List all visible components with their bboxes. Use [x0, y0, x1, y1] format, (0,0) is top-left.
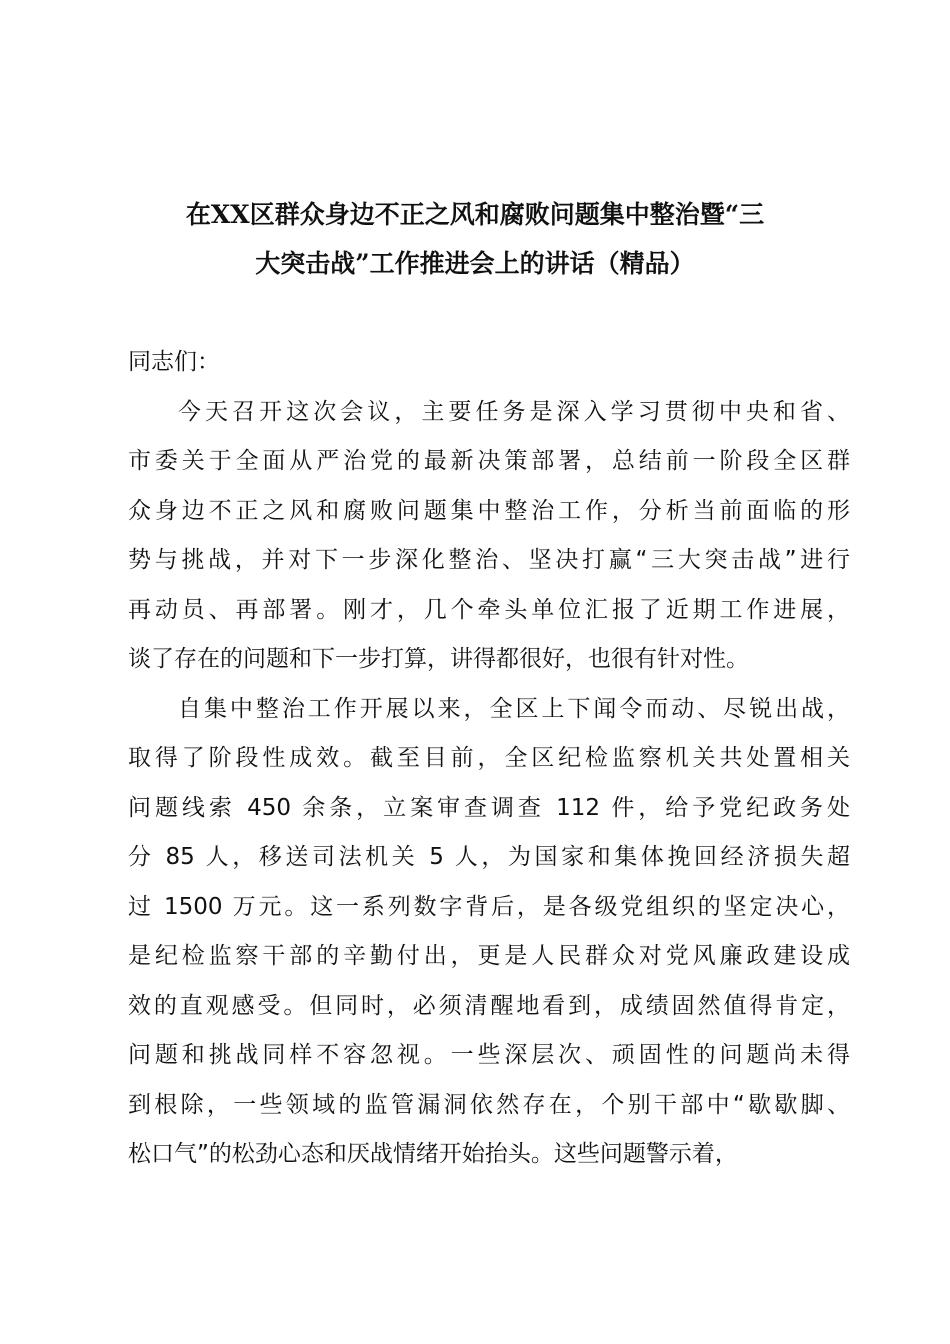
title-line: 大突击战”工作推进会上的讲话（精品）: [255, 249, 695, 278]
text-line: 今天召开这次会议，主要任务是深入学习贯彻中央和省、: [178, 398, 850, 425]
text-line: 效的直观感受。但同时，必须清醒地看到，成绩固然值得肯定，: [128, 992, 850, 1019]
text-line: 是纪检监察干部的辛勤付出，更是人民群众对党风廉政建设成: [128, 943, 850, 969]
title-line: 在XX区群众身边不正之风和腐败问题集中整治暨“三: [185, 200, 765, 229]
text-line: 自集中整治工作开展以来，全区上下闻令而动、尽锐出战，: [178, 695, 850, 722]
paragraph-opening: [128, 388, 850, 685]
text-line: 松口气”的松劲心态和厌战情绪开始抬头。这些问题警示着，: [128, 1141, 738, 1167]
text-line: 谈了存在的问题和下一步打算，讲得都很好，也很有针对性。: [128, 646, 749, 672]
speech-body: [128, 338, 850, 1180]
text-line: 势与挑战，并对下一步深化整治、坚决打赢“三大突击战”进行: [128, 547, 850, 573]
text-line: 取得了阶段性成效。截至目前，全区纪检监察机关共处置相关: [128, 745, 850, 771]
text-line: 到根除，一些领域的监管漏洞依然存在，个别干部中“歇歇脚、: [128, 1091, 850, 1118]
text-line: 问题和挑战同样不容忽视。一些深层次、顽固性的问题尚未得: [128, 1042, 850, 1068]
text-line: 分 85 人，移送司法机关 5 人，为国家和集体挽回经济损失超: [128, 844, 850, 870]
text-line: 市委关于全面从严治党的最新决策部署，总结前一阶段全区群: [128, 448, 850, 474]
text-line: 过 1500 万元。这一系列数字背后，是各级党组织的坚定决心，: [128, 893, 850, 920]
paragraph-achievements: [128, 685, 850, 1180]
text-line: 再动员、再部署。刚才，几个牵头单位汇报了近期工作进展，: [128, 596, 850, 623]
salutation: 同志们：: [128, 349, 220, 375]
text-line: 问题线索 450 余条，立案审查调查 112 件，给予党纪政务处: [128, 794, 850, 821]
document-title: [120, 190, 830, 288]
text-line: 众身边不正之风和腐败问题集中整治工作，分析当前面临的形: [128, 497, 850, 524]
